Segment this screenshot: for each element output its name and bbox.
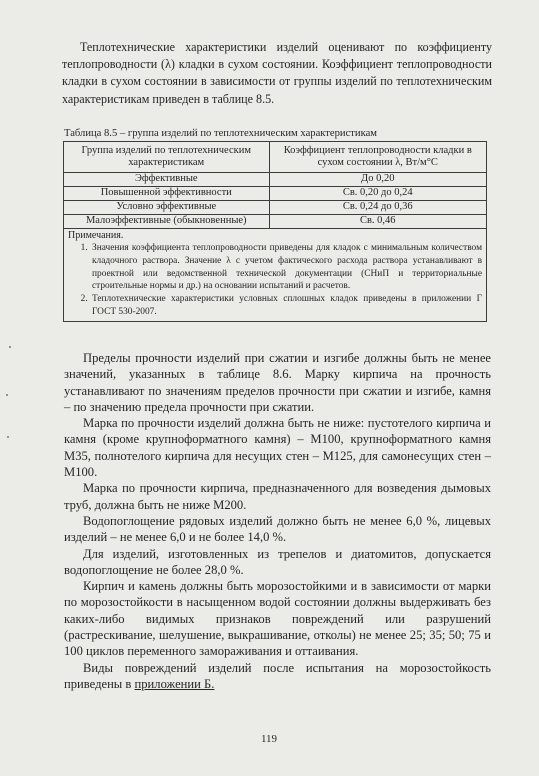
intro-paragraph: Теплотехнические характеристики изделий оценивают по коэффициенту теплопроводности (λ) кладки в сухом состоянии. Коэффициент теплопроводности кладки в сухом состоянии в зависимости от группы изделий по теплотехническим характеристикам приведен в таблице 8.5. (62, 40, 492, 106)
table-header-coefficient: Коэффициент теплопроводности кладки в сухом состоянии λ, Вт/м°С (269, 142, 486, 173)
paragraph-last-text: Виды повреждений изделий после испытания на морозостойкость приведены в (64, 660, 491, 691)
paragraph: Кирпич и камень должны быть морозостойкими и в зависимости от марки по морозостойкости в насыщенном водой состоянии должны выдерживать без каких-либо видимых признаков повреждений или разрушений (растрескивание, шелушение, выкрашивание, отколы) не менее 25; 35; 50; 75 и 100 циклов переменного замораживания и оттаивания. (64, 579, 491, 659)
scan-speck (6, 394, 8, 396)
table-cell-group: Эффективные (64, 173, 270, 187)
table-row (64, 187, 487, 201)
table-row (64, 215, 487, 229)
table-cell-value: До 0,20 (269, 173, 486, 187)
notes-title: Примечания. (68, 230, 124, 241)
table-row (64, 201, 487, 215)
appendix-b-link[interactable]: приложении Б. (134, 676, 215, 691)
table-cell-value: Св. 0,20 до 0,24 (269, 187, 486, 201)
notes-list (68, 242, 482, 319)
note-item: 2. Теплотехнические характеристики условных сплошных кладок приведены в приложении Г ГОСТ 530-2007. (90, 293, 482, 319)
scan-speck (7, 436, 9, 438)
table-row (64, 173, 487, 187)
paragraph: Марка по прочности изделий должна быть не ниже: пустотелого кирпича и камня (кроме крупноформатного камня) – М100, крупноформатного камня М35, полнотелого кирпича для несущих стен – М125, для самонесущих стен – М100. (64, 416, 491, 480)
scan-speck (9, 346, 11, 348)
thermal-groups-table (63, 141, 487, 322)
paragraph: Водопоглощение рядовых изделий должно быть не менее 6,0 %, лицевых изделий – не менее 6,0 и не более 14,0 %. (64, 513, 491, 545)
note-item: 1. Значения коэффициента теплопроводности приведены для кладок с минимальным количеством кладочного раствора. Значение λ с учетом фактического расхода раствора устанавливают в проектной или ведомственной технической документации (СНиП и территориальные строительные нормы и др.) на основании испытаний и расчетов. (90, 242, 482, 293)
table-cell-group: Условно эффективные (64, 201, 270, 215)
paragraph: Марка по прочности кирпича, предназначенного для возведения дымовых труб, должна быть не ниже М200. (64, 481, 491, 512)
table-notes-row (64, 229, 487, 322)
table-cell-group: Повышенной эффективности (64, 187, 270, 201)
table-header-group: Группа изделий по теплотехническим характеристикам (64, 142, 270, 173)
table-header-row (64, 142, 487, 173)
paragraph: Для изделий, изготовленных из трепелов и диатомитов, допускается водопоглощение не более 28,0 %. (64, 546, 491, 577)
table-cell-group: Малоэффективные (обыкновенные) (64, 215, 270, 229)
body-text (64, 350, 491, 692)
paragraph-last (64, 660, 491, 693)
table-caption: Таблица 8.5 – группа изделий по теплотехническим характеристикам (64, 128, 377, 139)
table-notes (64, 229, 487, 322)
paragraph: Пределы прочности изделий при сжатии и изгибе должны быть не менее значений, указанных в таблице 8.6. Марку кирпича на прочность устанавливают по значениям пределов прочности при сжатии и изгибе, камня – по значению предела прочности при сжатии. (64, 351, 491, 414)
table-cell-value: Св. 0,46 (269, 215, 486, 229)
table-cell-value: Св. 0,24 до 0,36 (269, 201, 486, 215)
page-number: 119 (260, 733, 278, 745)
